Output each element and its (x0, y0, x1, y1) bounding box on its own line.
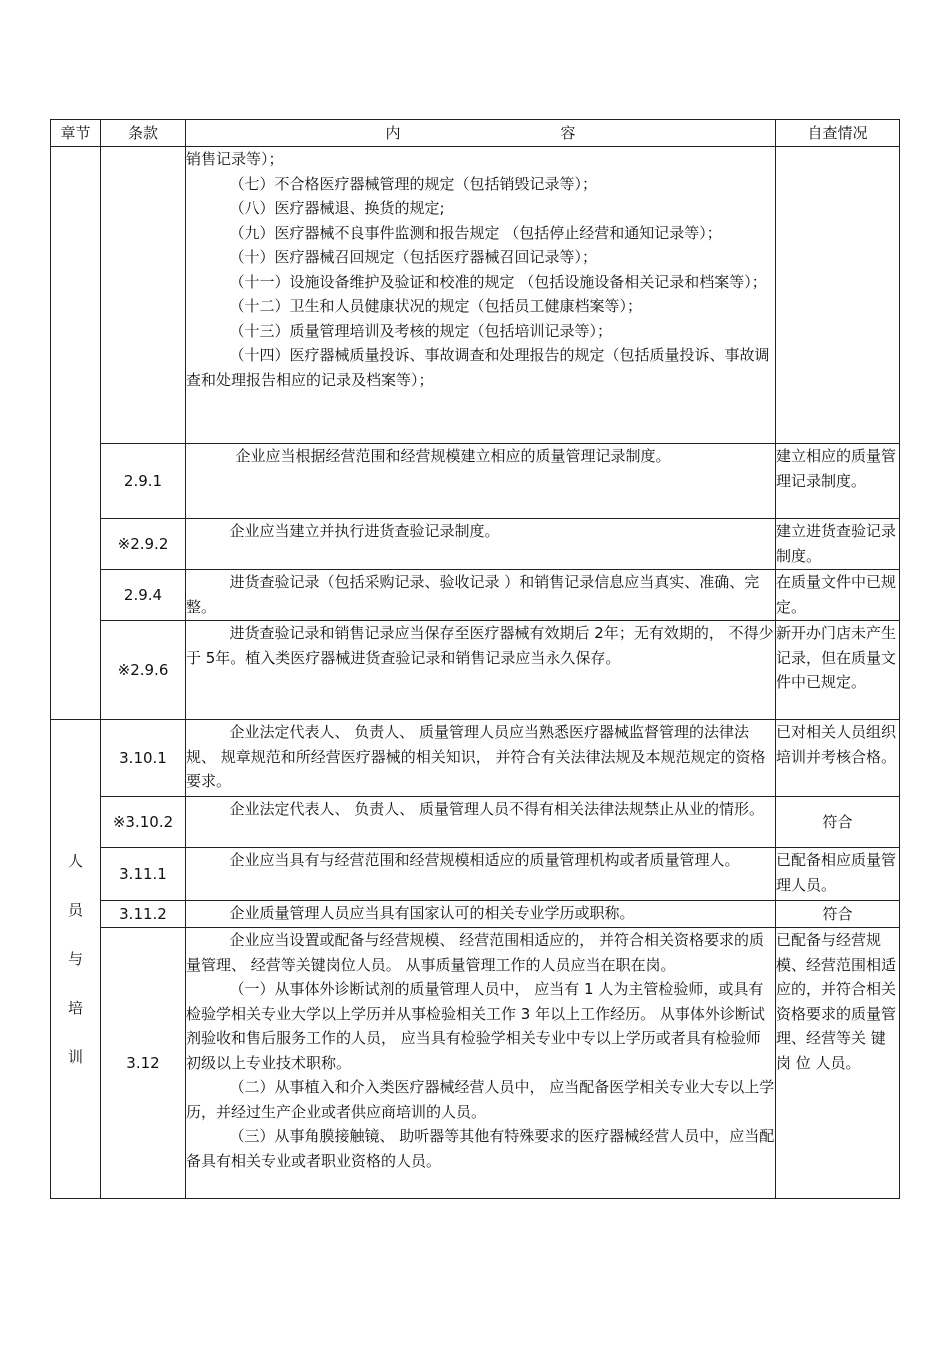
content-cell: 企业质量管理人员应当具有国家认可的相关专业学历或职称。 (186, 901, 776, 928)
status-cell: 符合 (776, 797, 900, 848)
table-row (51, 570, 900, 621)
status-cell: 已配备与经营规模、经营范围相适应的，并符合相关资格要求的质量管理、经营等关 键 岗 位 人员。 (776, 928, 900, 1199)
header-content: 内 容 (186, 120, 776, 147)
table-row (51, 147, 900, 444)
status-cell: 符合 (776, 901, 900, 928)
chapter-people-training: 人 员 与 培 训 (51, 720, 101, 1199)
header-clause: 条款 (101, 120, 186, 147)
content-cell: 进货查验记录（包括采购记录、验收记录 ）和销售记录信息应当真实、准确、完整。 (186, 570, 776, 621)
clause-cell: 3.12 (101, 928, 186, 1199)
table-row (51, 848, 900, 901)
content-cell: 企业法定代表人、 负责人、 质量管理人员不得有相关法律法规禁止从业的情形。 (186, 797, 776, 848)
clause-cell: ※2.9.6 (101, 621, 186, 720)
clause-cell: 2.9.1 (101, 444, 186, 519)
status-cell: 建立进货查验记录制度。 (776, 519, 900, 570)
clause-cell: 2.9.4 (101, 570, 186, 621)
self-inspection-table (50, 119, 900, 1199)
table-row (51, 720, 900, 797)
clause-cell: 3.10.1 (101, 720, 186, 797)
status-cell: 新开办门店未产生记录，但在质量文件中已规定。 (776, 621, 900, 720)
header-chapter: 章节 (51, 120, 101, 147)
clause-cell: ※3.10.2 (101, 797, 186, 848)
content-cell: 企业应当根据经营范围和经营规模建立相应的质量管理记录制度。 (186, 444, 776, 519)
table-row (51, 621, 900, 720)
clause-cell (101, 147, 186, 444)
content-cell: 企业应当设置或配备与经营规模、 经营范围相适应的， 并符合相关资格要求的质量管理、 经营等关键岗位人员。 从事质量管理工作的人员应当在职在岗。 （一）从事体外诊断试剂的质量管理人员中， 应当有 1 人为主管检验师，或具有检验学相关专业大学以上学历并从事检验相关工作 3 年以上工作经历。 从事体外诊断试剂验收和售后服务工作的人员， 应当具有检验学相关专业中专以上学历或者具有检验师初级以上专业技术职称。 （二）从事植入和介入类医疗器械经营人员中， 应当配备医学相关专业大专以上学历，并经过生产企业或者供应商培训的人员。 （三）从事角膜接触镜、 助听器等其他有特殊要求的医疗器械经营人员中，应当配备具有相关专业或者职业资格的人员。 (186, 928, 776, 1199)
chapter-cell (51, 147, 101, 720)
clause-cell: ※2.9.2 (101, 519, 186, 570)
table-row (51, 519, 900, 570)
table-row (51, 901, 900, 928)
content-cell: 企业应当具有与经营范围和经营规模相适应的质量管理机构或者质量管理人。 (186, 848, 776, 901)
status-cell (776, 147, 900, 444)
clause-cell: 3.11.2 (101, 901, 186, 928)
content-cell: 企业法定代表人、 负责人、 质量管理人员应当熟悉医疗器械监督管理的法律法规、 规章规范和所经营医疗器械的相关知识， 并符合有关法律法规及本规范规定的资格要求。 (186, 720, 776, 797)
table-row (51, 444, 900, 519)
status-cell: 已对相关人员组织培训并考核合格。 (776, 720, 900, 797)
status-cell: 已配备相应质量管理人员。 (776, 848, 900, 901)
table-row (51, 797, 900, 848)
table-header-row (51, 120, 900, 147)
status-cell: 建立相应的质量管理记录制度。 (776, 444, 900, 519)
content-cell: 企业应当建立并执行进货查验记录制度。 (186, 519, 776, 570)
content-cell: 销售记录等）； （七）不合格医疗器械管理的规定（包括销毁记录等）； （八）医疗器械退、换货的规定; （九）医疗器械不良事件监测和报告规定 （包括停止经营和通知记录等）； （十）医疗器械召回规定（包括医疗器械召回记录等）； （十一）设施设备维护及验证和校准的规定 （包括设施设备相关记录和档案等）； （十二）卫生和人员健康状况的规定（包括员工健康档案等）； （十三）质量管理培训及考核的规定（包括培训记录等）； （十四）医疗器械质量投诉、事故调查和处理报告的规定（包括质量投诉、事故调查和处理报告相应的记录及档案等）； (186, 147, 776, 444)
header-status: 自查情况 (776, 120, 900, 147)
table-row (51, 928, 900, 1199)
clause-cell: 3.11.1 (101, 848, 186, 901)
content-cell: 进货查验记录和销售记录应当保存至医疗器械有效期后 2年；无有效期的， 不得少于 5年。植入类医疗器械进货查验记录和销售记录应当永久保存。 (186, 621, 776, 720)
status-cell: 在质量文件中已规定。 (776, 570, 900, 621)
